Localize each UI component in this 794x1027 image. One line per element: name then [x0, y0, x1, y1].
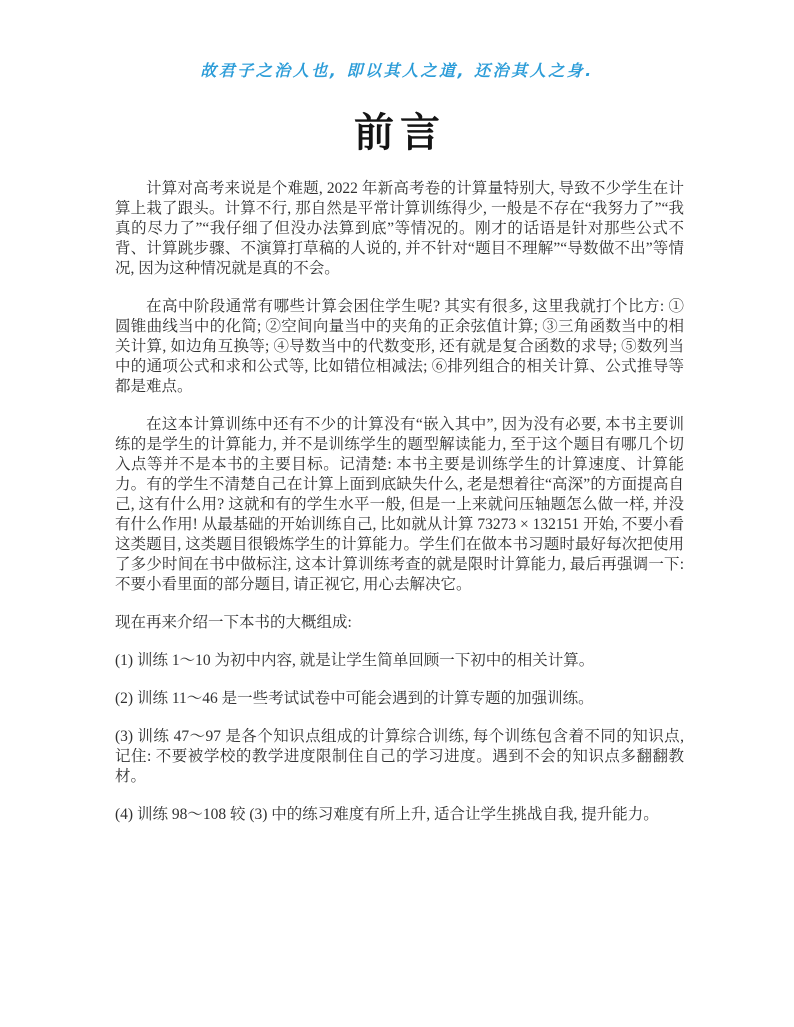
header-quote: 故君子之治人也, 即以其人之道, 还治其人之身.	[200, 61, 594, 80]
composition-item-2: (2) 训练 11～46 是一些考试试卷中可能会遇到的计算专题的加强训练。	[115, 690, 594, 707]
paragraph-1: 计算对高考来说是个难题, 2022 年新高考卷的计算量特别大, 导致不少学生在计算上栽了跟头。计算不行, 那自然是平常计算训练得少, 一般是不存在“我努力了”“我真的尽力了”“我仔细了但没办法算到底”等情况的。刚才的话语是针对那些公式不背、计算跳步骤、不演算打草稿的人说的, 并不针对“题目不理解”“导数做不出”等情况, 因为这种情况就是真的不会。	[115, 180, 684, 277]
paragraph-3: 在这本计算训练中还有不少的计算没有“嵌入其中”, 因为没有必要, 本书主要训练的是学生的计算能力, 并不是训练学生的题型解读能力, 至于这个题目有哪几个切入点等并不是本书的主要目标。记清楚: 本书主要是训练学生的计算速度、计算能力。有的学生不清楚自己在计算上面到底缺失什么, 老是想着往“高深”的方面提高自己, 这有什么用? 这就和有的学生水平一般, 但是一上来就问压轴题怎么做一样, 并没有什么作用! 从最基础的开始训练自己, 比如就从计算 73273 × 132151 开始, 不要小看这类题目, 这类题目很锻炼学生的计算能力。学生们在做本书习题时最好每次把使用了多少时间在书中做标注, 这本计算训练考查的就是限时计算能力, 最后再强调一下: 不要小看里面的部分题目, 请正视它, 用心去解决它。	[115, 416, 684, 593]
composition-item-3: (3) 训练 47～97 是各个知识点组成的计算综合训练, 每个训练包含着不同的知识点, 记住: 不要被学校的教学进度限制住自己的学习进度。遇到不会的知识点多翻翻教材。	[115, 728, 684, 785]
document-body	[0, 158, 794, 825]
composition-item-1: (1) 训练 1～10 为初中内容, 就是让学生简单回顾一下初中的相关计算。	[115, 652, 595, 669]
page-title: 前言	[354, 110, 446, 155]
composition-lead: 现在再来介绍一下本书的大概组成:	[115, 614, 352, 631]
paragraph-2: 在高中阶段通常有哪些计算会困住学生呢? 其实有很多, 这里我就打个比方: ①圆锥曲线当中的化简; ②空间向量当中的夹角的正余弦值计算; ③三角函数当中的相关计算, 如边角互换等; ④导数当中的代数变形, 还有就是复合函数的求导; ⑤数列当中的通项公式和求和公式等, 比如错位相减法; ⑥排列组合的相关计算、公式推导等都是难点。	[115, 298, 684, 395]
composition-item-4: (4) 训练 98～108 较 (3) 中的练习难度有所上升, 适合让学生挑战自我, 提升能力。	[115, 806, 659, 823]
